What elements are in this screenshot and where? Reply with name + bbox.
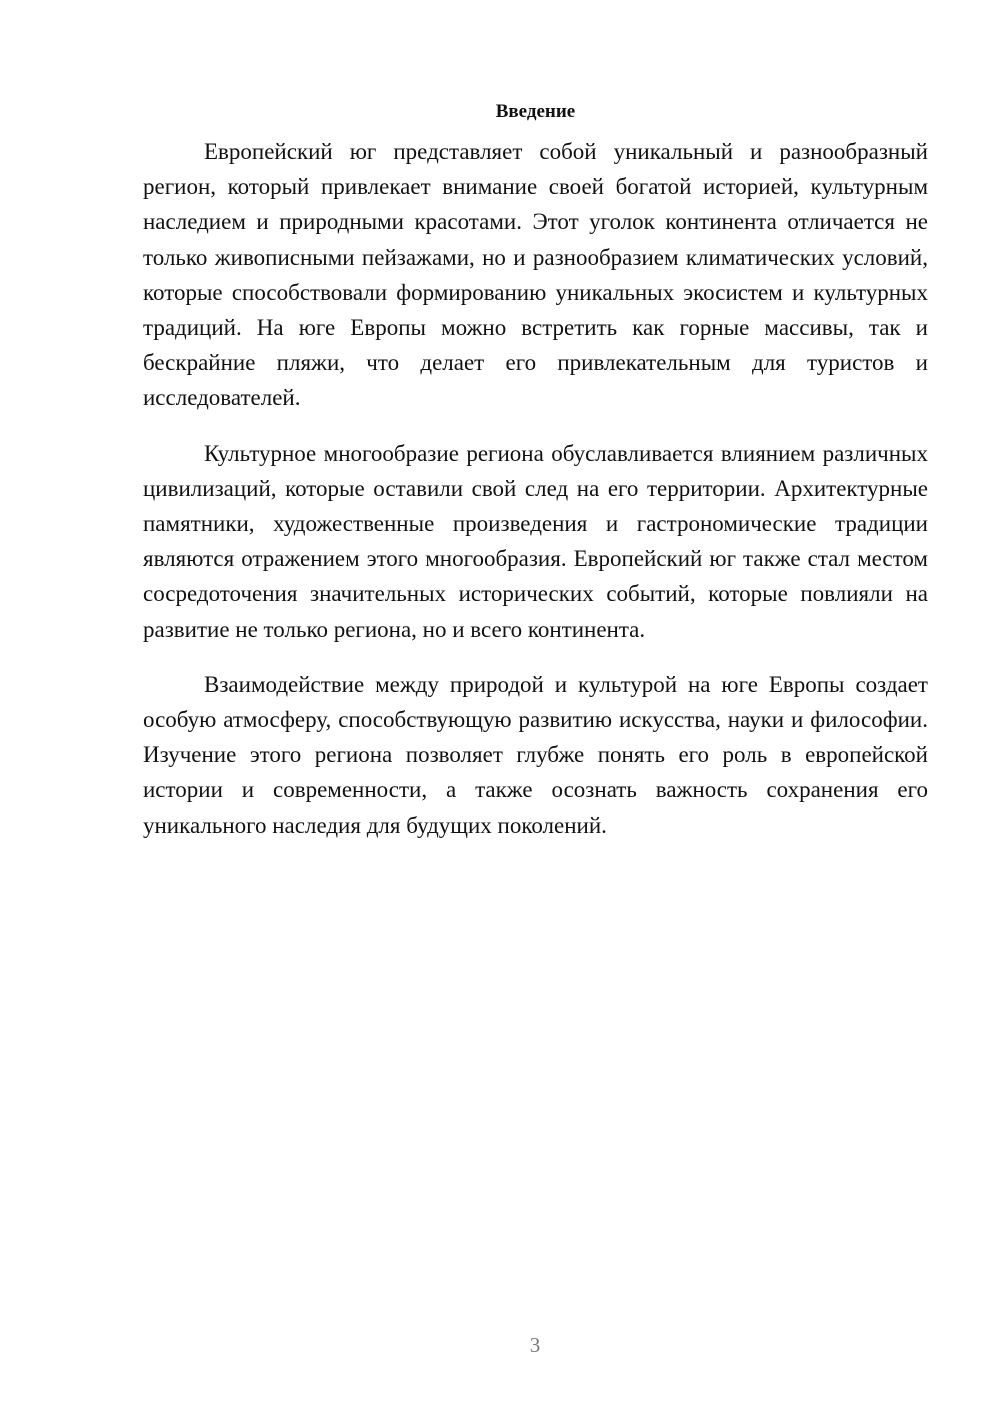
page-content bbox=[143, 98, 928, 863]
paragraph-2: Культурное многообразие региона обуславливается влиянием различных цивилизаций, которые оставили свой след на его территории. Архитектурные памятники, художественные произведения и гастрономические традиции являются отражением этого многообразия. Европейский юг также стал местом сосредоточения значительных исторических событий, которые повлияли на развитие не только региона, но и всего континента. bbox=[143, 440, 928, 642]
paragraph-3: Взаимодействие между природой и культурой на юге Европы создает особую атмосферу, способствующую развитию искусства, науки и философии. Изучение этого региона позволяет глубже понять его роль в европейской истории и современности, а также осознать важность сохранения его уникального наследия для будущих поколений. bbox=[143, 671, 928, 838]
section-title: Введение bbox=[495, 101, 576, 122]
paragraph-1: Европейский юг представляет собой уникальный и разнообразный регион, который привлекает внимание своей богатой историей, культурным наследием и природными красотами. Этот уголок континента отличается не только живописными пейзажами, но и разнообразием климатических условий, которые способствовали формированию уникальных экосистем и культурных традиций. На юге Европы можно встретить как горные массивы, так и бескрайние пляжи, что делает его привлекательным для туристов и исследователей. bbox=[143, 139, 928, 411]
page-number: 3 bbox=[529, 1333, 541, 1357]
